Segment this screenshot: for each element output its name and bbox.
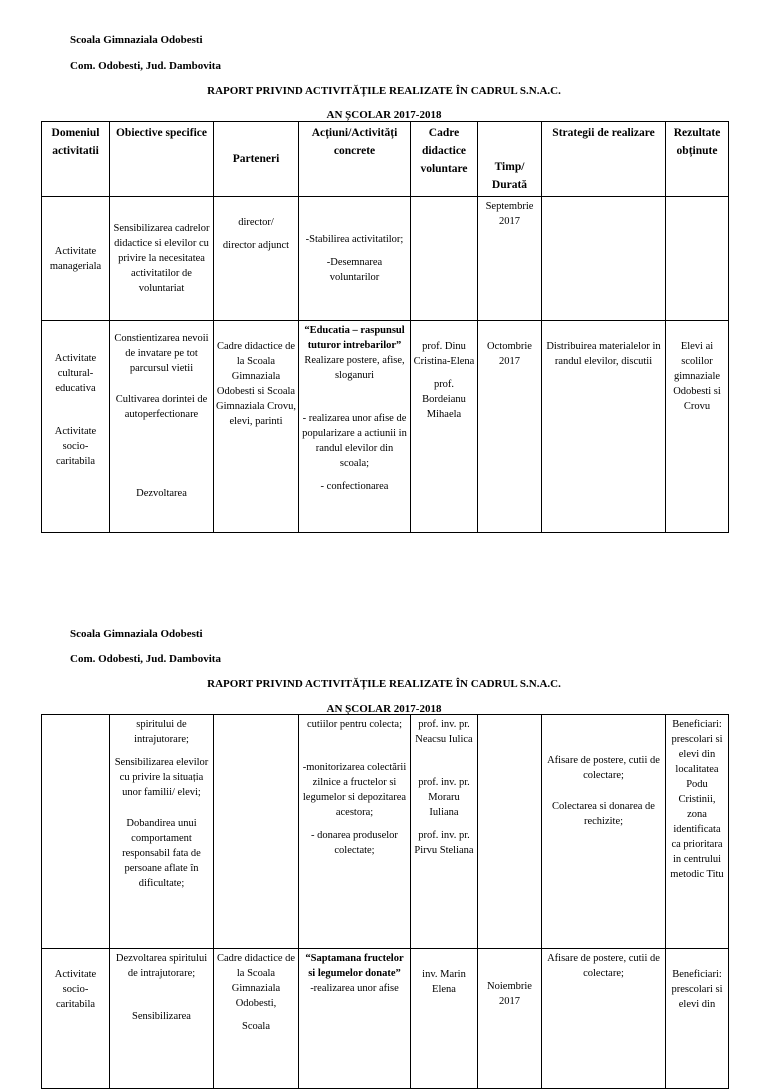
p2-row1-action-2: -monitorizarea colectării zilnice a fructelor si legumelor si depozitarea acestora;: [302, 762, 407, 818]
p2-row2-partners-1: Cadre didactice de la Scoala Gimnaziala Odobesti,: [216, 953, 296, 1009]
row1-partner-deputy: director adjunct: [222, 240, 290, 251]
row2-partners: Cadre didactice de la Scoala Gimnaziala Odobesti si Scoala Gimnaziala Crovu, elevi, parinti: [214, 321, 299, 533]
row2-action-3: - confectionarea: [320, 481, 389, 492]
col-header-time: Timp/ Durată: [478, 122, 542, 197]
p2-row1-strategy: [542, 715, 666, 949]
row2-action-title: “Educatia – raspunsul tuturor intrebarilor”: [304, 325, 405, 351]
p2-row1-result: Beneficiari: prescolari si elevi din localitatea Podu Cristinii, zona identificata ca prioritara in centrului metodic Titu: [666, 715, 729, 949]
p2-row2-actions: [299, 949, 411, 1089]
p2-row2-action-title: “Saptamana fructelor si legumelor donate”: [305, 953, 404, 979]
col-header-objectives: Obiective specifice: [110, 122, 214, 197]
p2-row2-partners: [214, 949, 299, 1089]
row1-objective: Sensibilizarea cadrelor didactice si elevilor cu privire la necesitatea activitatilor de voluntariat: [110, 197, 214, 321]
report-page-2: [0, 600, 768, 1032]
p2-row2-teacher: inv. Marin Elena: [411, 949, 478, 1089]
row1-actions: [299, 197, 411, 321]
school-name: Scoala Gimnaziala Odobesti: [70, 628, 203, 640]
school-address: Com. Odobesti, Jud. Dambovita: [70, 60, 221, 72]
p2-row1-strategy-1: Afisare de postere, cutii de colectare;: [547, 755, 660, 781]
p2-row1-teachers: [411, 715, 478, 949]
col-header-strategies: Strategii de realizare: [542, 122, 666, 197]
p2-row2-action-1: -realizarea unor afise: [310, 983, 399, 994]
p2-row2-result: Beneficiari: prescolari si elevi din: [666, 949, 729, 1089]
row2-teacher-1: prof. Dinu Cristina-Elena: [413, 341, 475, 367]
activity-table-continued: [41, 714, 728, 1089]
row1-time: Septembrie 2017: [478, 197, 542, 321]
school-name: Scoala Gimnaziala Odobesti: [70, 34, 203, 46]
p2-row1-action-3: - donarea produselor colectate;: [311, 830, 398, 856]
row1-partner-director: director/: [238, 217, 274, 228]
table-row: [42, 715, 729, 949]
row2-teacher-2: prof. Bordeianu Mihaela: [422, 379, 466, 420]
col-header-results: Rezultate obținute: [666, 122, 729, 197]
row2-action-2: - realizarea unor afise de popularizare a actiunii in randul elevilor din scoala;: [302, 413, 407, 469]
p2-row1-teacher-1: prof. inv. pr. Neacsu Iulica: [415, 719, 473, 745]
p2-row1-partners: [214, 715, 299, 949]
school-address: Com. Odobesti, Jud. Dambovita: [70, 653, 221, 665]
row2-actions: [299, 321, 411, 533]
table-row: [42, 197, 729, 321]
p2-row1-teacher-3: prof. inv. pr. Pirvu Steliana: [414, 830, 474, 856]
p2-row1-objectives: [110, 715, 214, 949]
row2-objective-1: Constientizarea nevoii de invatare pe tot parcursul vietii: [114, 333, 209, 374]
col-header-partners: Parteneri: [214, 122, 299, 197]
p2-row2-domain: Activitate socio-caritabila: [42, 949, 110, 1089]
p2-row2-strategy: Afisare de postere, cutii de colectare;: [542, 949, 666, 1089]
activity-table: [41, 121, 728, 533]
p2-row1-objective-3: Dobandirea unui comportament responsabil fata de persoane aflate în dificultate;: [122, 818, 201, 889]
p2-row1-actions: [299, 715, 411, 949]
row1-action-2: -Desemnarea voluntarilor: [326, 257, 383, 283]
row2-objective-3: Dezvoltarea: [136, 488, 187, 499]
p2-row1-teacher-2: prof. inv. pr. Moraru Iuliana: [418, 777, 470, 818]
col-header-teachers: Cadre didactice voluntare: [411, 122, 478, 197]
p2-row1-action-1: cutiilor pentru colecta;: [306, 719, 403, 730]
row2-domain-1: Activitate cultural-educativa: [54, 353, 97, 394]
p2-row1-domain: [42, 715, 110, 949]
row1-teachers: [411, 197, 478, 321]
row2-strategy: Distribuirea materialelor in randul elevilor, discutii: [542, 321, 666, 533]
row2-domain: [42, 321, 110, 533]
row2-result: Elevi ai scolilor gimnaziale Odobesti si Crovu: [666, 321, 729, 533]
report-title: RAPORT PRIVIND ACTIVITĂȚILE REALIZATE ÎN CADRUL S.N.A.C.: [207, 85, 561, 97]
p2-row2-time: Noiembrie 2017: [478, 949, 542, 1089]
row2-teachers: [411, 321, 478, 533]
table-row: [42, 949, 729, 1089]
row1-partners: [214, 197, 299, 321]
p2-row1-time: [478, 715, 542, 949]
row1-result: [666, 197, 729, 321]
row2-objective-2: Cultivarea dorintei de autoperfectionare: [115, 394, 208, 420]
p2-row2-objective-2: Sensibilizarea: [132, 1011, 191, 1022]
row1-strategy: [542, 197, 666, 321]
p2-row2-objectives: [110, 949, 214, 1089]
row1-action-1: -Stabilirea activitatilor;: [305, 234, 404, 245]
row1-domain: Activitate manageriala: [42, 197, 110, 321]
row2-objectives: [110, 321, 214, 533]
col-header-domain: Domeniul activitatii: [42, 122, 110, 197]
row2-domain-2: Activitate socio-caritabila: [54, 426, 97, 467]
p2-row1-strategy-2: Colectarea si donarea de rechizite;: [552, 801, 655, 827]
table-row: [42, 321, 729, 533]
school-year: AN ȘCOLAR 2017-2018: [326, 109, 442, 121]
row2-time: Octombrie 2017: [478, 321, 542, 533]
p2-row1-objective-2: Sensibilizarea elevilor cu privire la situația unor familii/ elevi;: [114, 757, 209, 798]
p2-row2-objective-1: Dezvoltarea spiritului de intrajutorare;: [115, 953, 208, 979]
p2-row2-partners-2: Scoala: [242, 1021, 270, 1032]
row2-action-1: Realizare postere, afise, sloganuri: [304, 355, 405, 381]
p2-row1-objective-1: spiritului de intrajutorare;: [134, 719, 189, 745]
col-header-actions: Acțiuni/Activități concrete: [299, 122, 411, 197]
table-header-row: [42, 122, 729, 197]
school-year: AN ȘCOLAR 2017-2018: [326, 703, 442, 715]
report-title: RAPORT PRIVIND ACTIVITĂȚILE REALIZATE ÎN CADRUL S.N.A.C.: [207, 678, 561, 690]
